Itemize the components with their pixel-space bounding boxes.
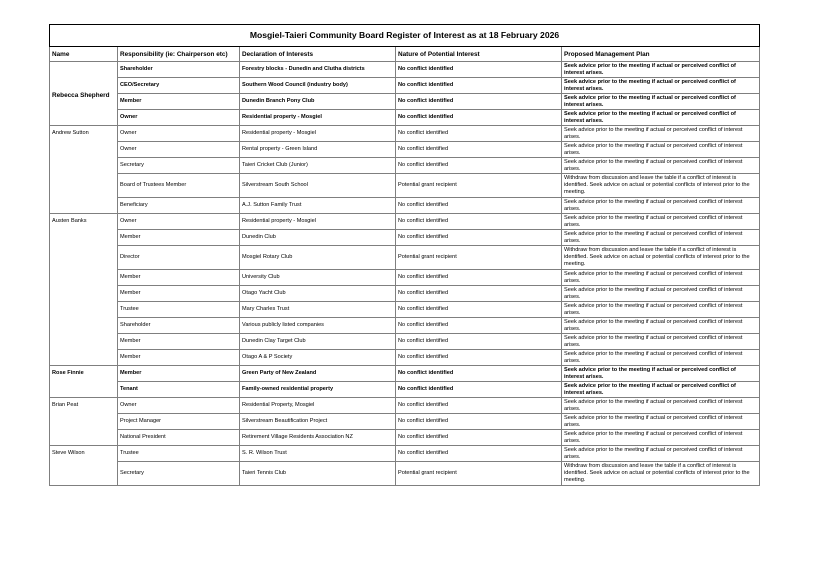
responsibility-cell: Owner (118, 398, 240, 414)
responsibility-cell: Shareholder (118, 62, 240, 78)
nature-cell: No conflict identified (396, 110, 562, 126)
declaration-cell: Retirement Village Residents Association NZ (240, 430, 396, 446)
declaration-cell: Residential property - Mosgiel (240, 110, 396, 126)
member-name: Rebecca Shepherd (50, 62, 118, 126)
declaration-cell: Rental property - Green Island (240, 142, 396, 158)
plan-cell: Seek advice prior to the meeting if actual or perceived conflict of interest arises. (562, 78, 760, 94)
plan-cell: Seek advice prior to the meeting if actual or perceived conflict of interest arises. (562, 414, 760, 430)
table-row (50, 110, 760, 126)
nature-cell: No conflict identified (396, 286, 562, 302)
table-row (50, 302, 760, 318)
header-responsibility: Responsibility (ie: Chairperson etc) (118, 47, 240, 62)
table-row (50, 382, 760, 398)
nature-cell: No conflict identified (396, 318, 562, 334)
nature-cell: No conflict identified (396, 334, 562, 350)
header-declaration: Declaration of Interests (240, 47, 396, 62)
table-row (50, 174, 760, 198)
plan-cell: Seek advice prior to the meeting if actual or perceived conflict of interest arises. (562, 382, 760, 398)
declaration-cell: Dunedin Branch Pony Club (240, 94, 396, 110)
plan-cell: Seek advice prior to the meeting if actual or perceived conflict of interest arises. (562, 318, 760, 334)
table-row (50, 350, 760, 366)
declaration-cell: Taieri Tennis Club (240, 462, 396, 486)
responsibility-cell: Owner (118, 126, 240, 142)
nature-cell: No conflict identified (396, 94, 562, 110)
table-row (50, 214, 760, 230)
declaration-cell: A.J. Sutton Family Trust (240, 198, 396, 214)
nature-cell: No conflict identified (396, 366, 562, 382)
plan-cell: Seek advice prior to the meeting if actual or perceived conflict of interest arises. (562, 334, 760, 350)
responsibility-cell: Beneficiary (118, 198, 240, 214)
declaration-cell: S. R. Wilson Trust (240, 446, 396, 462)
declaration-cell: University Club (240, 270, 396, 286)
nature-cell: No conflict identified (396, 270, 562, 286)
table-row (50, 230, 760, 246)
plan-cell: Seek advice prior to the meeting if actual or perceived conflict of interest arises. (562, 350, 760, 366)
plan-cell: Seek advice prior to the meeting if actual or perceived conflict of interest arises. (562, 142, 760, 158)
responsibility-cell: Trustee (118, 446, 240, 462)
register-table (49, 24, 760, 486)
nature-cell: No conflict identified (396, 382, 562, 398)
responsibility-cell: National President (118, 430, 240, 446)
declaration-cell: Otago A & P Society (240, 350, 396, 366)
declaration-cell: Dunedin Club (240, 230, 396, 246)
plan-cell: Withdraw from discussion and leave the table if a conflict of interest is identified. Seek advice on actual or potential conflicts of interest prior to the meeting. (562, 174, 760, 198)
nature-cell: No conflict identified (396, 214, 562, 230)
declaration-cell: Residential property - Mosgiel (240, 126, 396, 142)
table-row (50, 446, 760, 462)
header-nature: Nature of Potential Interest (396, 47, 562, 62)
plan-cell: Seek advice prior to the meeting if actual or perceived conflict of interest arises. (562, 286, 760, 302)
nature-cell: No conflict identified (396, 230, 562, 246)
table-row (50, 94, 760, 110)
declaration-cell: Mosgiel Rotary Club (240, 246, 396, 270)
plan-cell: Seek advice prior to the meeting if actual or perceived conflict of interest arises. (562, 366, 760, 382)
plan-cell: Seek advice prior to the meeting if actual or perceived conflict of interest arises. (562, 94, 760, 110)
declaration-cell: Otago Yacht Club (240, 286, 396, 302)
table-row (50, 366, 760, 382)
plan-cell: Seek advice prior to the meeting if actual or perceived conflict of interest arises. (562, 62, 760, 78)
responsibility-cell: CEO/Secretary (118, 78, 240, 94)
responsibility-cell: Project Manager (118, 414, 240, 430)
responsibility-cell: Member (118, 286, 240, 302)
plan-cell: Withdraw from discussion and leave the table if a conflict of interest is identified. Seek advice on actual or potential conflicts of interest prior to the meeting. (562, 462, 760, 486)
member-name: Steve Wilson (50, 446, 118, 486)
nature-cell: Potential grant recipient (396, 462, 562, 486)
header-name: Name (50, 47, 118, 62)
responsibility-cell: Member (118, 270, 240, 286)
declaration-cell: Silverstream Beautification Project (240, 414, 396, 430)
declaration-cell: Family-owned residential property (240, 382, 396, 398)
nature-cell: Potential grant recipient (396, 246, 562, 270)
responsibility-cell: Trustee (118, 302, 240, 318)
responsibility-cell: Owner (118, 110, 240, 126)
table-row (50, 142, 760, 158)
table-row (50, 462, 760, 486)
plan-cell: Seek advice prior to the meeting if actual or perceived conflict of interest arises. (562, 398, 760, 414)
table-row (50, 398, 760, 414)
declaration-cell: Taieri Cricket Club (Junior) (240, 158, 396, 174)
responsibility-cell: Owner (118, 214, 240, 230)
declaration-cell: Green Party of New Zealand (240, 366, 396, 382)
member-name: Rose Finnie (50, 366, 118, 398)
nature-cell: No conflict identified (396, 430, 562, 446)
nature-cell: No conflict identified (396, 302, 562, 318)
table-row (50, 62, 760, 78)
table-row (50, 334, 760, 350)
page-title: Mosgiel-Taieri Community Board Register of Interest as at 18 February 2026 (50, 25, 760, 47)
plan-cell: Seek advice prior to the meeting if actual or perceived conflict of interest arises. (562, 446, 760, 462)
table-row (50, 78, 760, 94)
table-row (50, 270, 760, 286)
nature-cell: No conflict identified (396, 446, 562, 462)
header-row (50, 47, 760, 62)
responsibility-cell: Secretary (118, 158, 240, 174)
plan-cell: Seek advice prior to the meeting if actual or perceived conflict of interest arises. (562, 126, 760, 142)
responsibility-cell: Director (118, 246, 240, 270)
declaration-cell: Forestry blocks - Dunedin and Clutha districts (240, 62, 396, 78)
table-row (50, 198, 760, 214)
table-row (50, 414, 760, 430)
declaration-cell: Mary Charles Trust (240, 302, 396, 318)
nature-cell: No conflict identified (396, 414, 562, 430)
responsibility-cell: Secretary (118, 462, 240, 486)
plan-cell: Seek advice prior to the meeting if actual or perceived conflict of interest arises. (562, 198, 760, 214)
declaration-cell: Various publicly listed companies (240, 318, 396, 334)
nature-cell: No conflict identified (396, 78, 562, 94)
responsibility-cell: Tenant (118, 382, 240, 398)
nature-cell: No conflict identified (396, 142, 562, 158)
declaration-cell: Silverstream South School (240, 174, 396, 198)
nature-cell: Potential grant recipient (396, 174, 562, 198)
member-name: Brian Peat (50, 398, 118, 446)
plan-cell: Seek advice prior to the meeting if actual or perceived conflict of interest arises. (562, 270, 760, 286)
table-row (50, 318, 760, 334)
responsibility-cell: Member (118, 334, 240, 350)
responsibility-cell: Member (118, 366, 240, 382)
plan-cell: Withdraw from discussion and leave the table if a conflict of interest is identified. Seek advice on actual or potential conflicts of interest prior to the meeting. (562, 246, 760, 270)
table-row (50, 246, 760, 270)
header-plan: Proposed Management Plan (562, 47, 760, 62)
nature-cell: No conflict identified (396, 198, 562, 214)
nature-cell: No conflict identified (396, 398, 562, 414)
plan-cell: Seek advice prior to the meeting if actual or perceived conflict of interest arises. (562, 158, 760, 174)
nature-cell: No conflict identified (396, 126, 562, 142)
member-name: Andrew Sutton (50, 126, 118, 214)
table-row (50, 158, 760, 174)
responsibility-cell: Member (118, 230, 240, 246)
nature-cell: No conflict identified (396, 62, 562, 78)
plan-cell: Seek advice prior to the meeting if actual or perceived conflict of interest arises. (562, 110, 760, 126)
member-name: Austen Banks (50, 214, 118, 366)
declaration-cell: Dunedin Clay Target Club (240, 334, 396, 350)
plan-cell: Seek advice prior to the meeting if actual or perceived conflict of interest arises. (562, 430, 760, 446)
responsibility-cell: Shareholder (118, 318, 240, 334)
table-row (50, 126, 760, 142)
plan-cell: Seek advice prior to the meeting if actual or perceived conflict of interest arises. (562, 230, 760, 246)
declaration-cell: Southern Wood Council (industry body) (240, 78, 396, 94)
table-row (50, 286, 760, 302)
responsibility-cell: Owner (118, 142, 240, 158)
responsibility-cell: Member (118, 94, 240, 110)
responsibility-cell: Board of Trustees Member (118, 174, 240, 198)
plan-cell: Seek advice prior to the meeting if actual or perceived conflict of interest arises. (562, 302, 760, 318)
responsibility-cell: Member (118, 350, 240, 366)
declaration-cell: Residential Property, Mosgiel (240, 398, 396, 414)
nature-cell: No conflict identified (396, 158, 562, 174)
declaration-cell: Residential property - Mosgiel (240, 214, 396, 230)
plan-cell: Seek advice prior to the meeting if actual or perceived conflict of interest arises. (562, 214, 760, 230)
table-row (50, 430, 760, 446)
nature-cell: No conflict identified (396, 350, 562, 366)
